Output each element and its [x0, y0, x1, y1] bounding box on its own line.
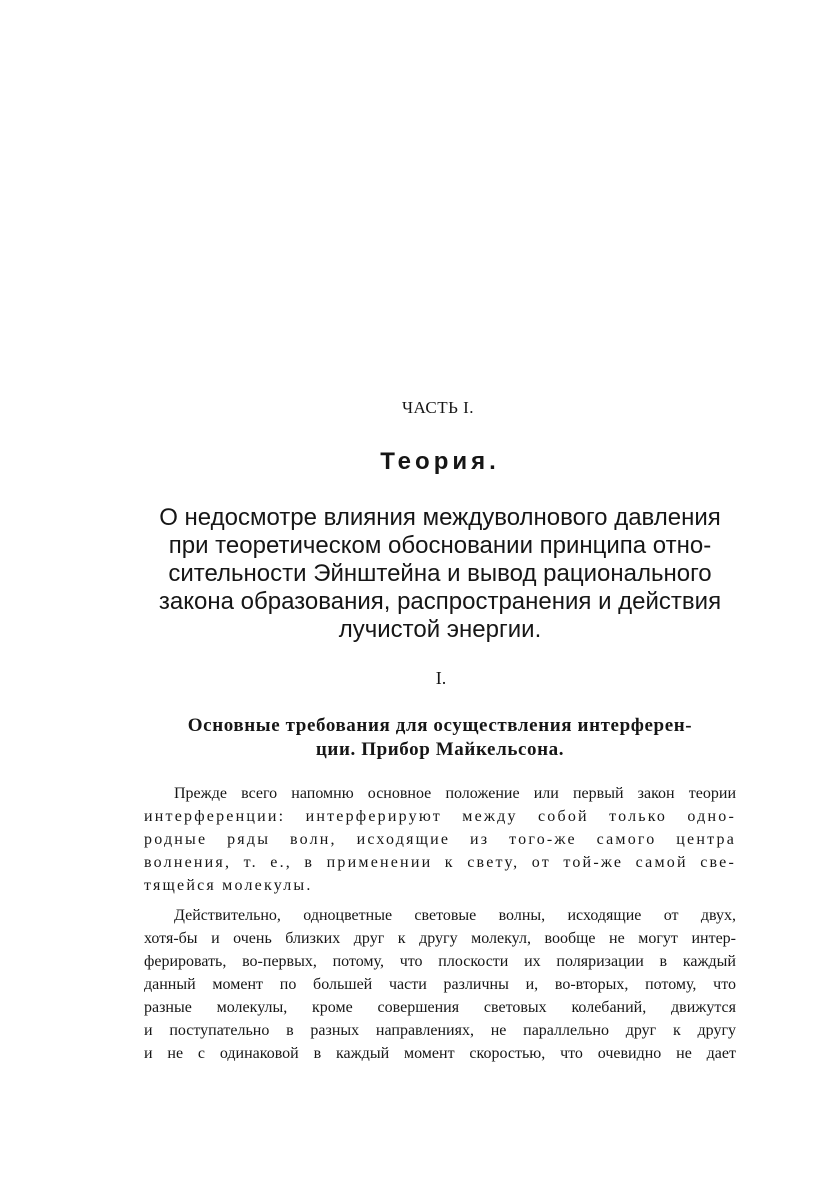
- paragraph-line: хотя-бы и очень близких друг к другу молекул, вообще не могут интер-: [144, 930, 736, 947]
- paragraph-line: волнения, т. е., в применении к свету, от той-же самой све-: [144, 854, 736, 871]
- paragraph-line: Действительно, одноцветные световые волны, исходящие от двух,: [174, 907, 736, 924]
- paragraph-line: родные ряды волн, исходящие из того-же самого центра: [144, 831, 736, 848]
- paragraph-line: ферировать, во-первых, потому, что плоскости их поляризации в каждый: [144, 953, 736, 970]
- main-heading-line: О недосмотре влияния междуволнового давления: [159, 504, 721, 531]
- subheading-line: Основные требования для осуществления интерферен-: [187, 715, 693, 736]
- section-title: Теория.: [380, 448, 500, 475]
- paragraph-line: и поступательно в разных направлениях, не параллельно друг к другу: [144, 1022, 736, 1039]
- part-label: ЧАСТЬ I.: [401, 398, 475, 417]
- paragraph-2: [144, 904, 736, 1065]
- paragraph-line: Прежде всего напомню основное положение или первый закон теории: [174, 785, 736, 802]
- main-heading-line: сительности Эйнштейна и вывод рационального: [168, 560, 712, 587]
- main-heading-line: при теоретическом обосновании принципа отно-: [168, 532, 712, 559]
- main-heading-line: лучистой энергии.: [338, 616, 542, 643]
- paragraph-line: и не с одинаковой в каждый момент скоростью, что очевидно не дает: [144, 1045, 736, 1062]
- chapter-number: I.: [435, 668, 447, 688]
- paragraph-1: [144, 782, 736, 897]
- chapter-subheading: [140, 714, 740, 762]
- main-heading: [140, 504, 740, 644]
- paragraph-line: данный момент по большей части различны и, во-вторых, потому, что: [144, 976, 736, 993]
- subheading-line: ции. Прибор Майкельсона.: [315, 739, 565, 760]
- paragraph-line: интерференции: интерферируют между собой только одно-: [144, 808, 736, 825]
- main-heading-line: закона образования, распространения и действия: [158, 588, 722, 615]
- paragraph-line: разные молекулы, кроме совершения световых колебаний, движутся: [144, 999, 736, 1016]
- paragraph-line: тящейся молекулы.: [144, 877, 313, 894]
